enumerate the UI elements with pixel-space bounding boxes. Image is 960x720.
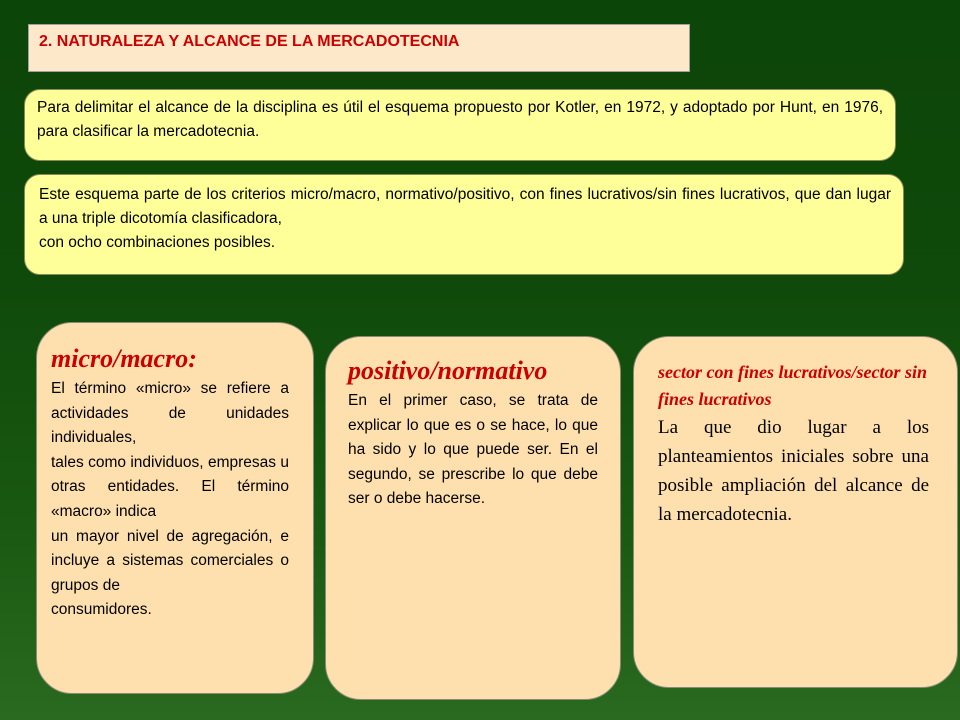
- card-positivo-normativo-text: En el primer caso, se trata de explicar lo que es o se hace, lo que ha sido y lo que puede ser. En el segundo, se prescribe lo que debe ser o debe hacerse.: [348, 392, 598, 508]
- card-micro-macro: [36, 322, 314, 694]
- intro-paragraph-2-line-1: Este esquema parte de los criterios micro/macro, normativo/positivo, con fines lucrativos/sin fines lucrativos, que dan lugar a una triple dicotomía clasificadora,: [39, 186, 891, 227]
- card-micro-macro-body: [51, 377, 289, 623]
- card-micro-macro-part-2: tales como individuos, empresas u otras entidades. El término «macro» indica: [51, 453, 289, 520]
- section-title: 2. NATURALEZA Y ALCANCE DE LA MERCADOTECNIA: [39, 33, 460, 50]
- card-micro-macro-part-3: un mayor nivel de agregación, e incluye a sistemas comerciales o grupos de: [51, 527, 289, 594]
- card-micro-macro-part-1: El término «micro» se refiere a actividades de unidades individuales,: [51, 380, 289, 447]
- card-sector-heading: sector con fines lucrativos/sector sin fines lucrativos: [658, 362, 927, 409]
- card-micro-macro-part-4: consumidores.: [51, 601, 152, 619]
- section-title-box: [28, 24, 690, 72]
- intro-paragraph-1: Para delimitar el alcance de la disciplina es útil el esquema propuesto por Kotler, en 1972, y adoptado por Hunt, en 1976, para clasificar la mercadotecnia.: [37, 99, 883, 140]
- intro-paragraph-2-line-2: con ocho combinaciones posibles.: [39, 234, 276, 251]
- intro-box-kotler: [24, 89, 896, 161]
- card-sector-lucrativo: [633, 336, 958, 688]
- card-positivo-normativo-heading: positivo/normativo: [348, 356, 548, 385]
- card-positivo-normativo: [325, 336, 621, 700]
- card-sector-text: La que dio lugar a los planteamientos iniciales sobre una posible ampliación del alcance de la mercadotecnia.: [658, 417, 929, 525]
- intro-box-criteria: [24, 174, 904, 275]
- card-positivo-normativo-body: [348, 389, 598, 512]
- card-micro-macro-heading: micro/macro:: [51, 344, 197, 373]
